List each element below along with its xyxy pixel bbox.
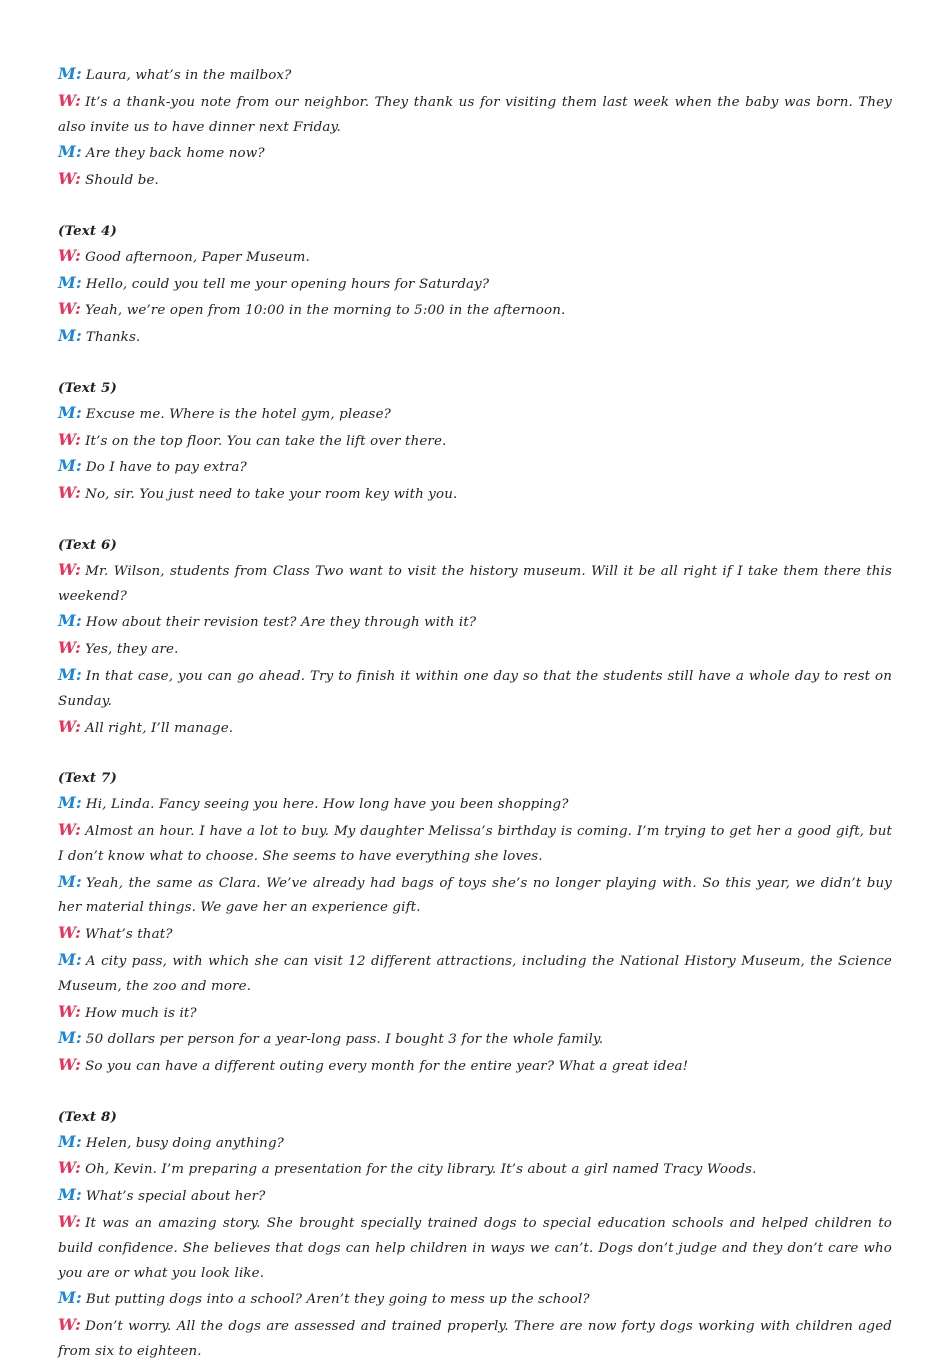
dialogue-text: So you can have a different outing every month for the entire year? What a great idea! [85,1059,689,1075]
dialogue-text: Almost an hour. I have a lot to buy. My daughter Melissa’s birthday is coming. I’m trying to get her a good gift, but I don’t know what to choose. She seems to have everything she loves. [58,823,892,864]
dialogue-line [58,454,892,481]
speaker-label: W: [58,245,82,265]
dialogue-text: Don’t worry. All the dogs are assessed and trained properly. There are now forty dogs working with children aged from six to eighteen. [58,1319,892,1360]
dialogue-line [58,428,892,455]
dialogue-section [58,376,892,508]
section-heading: (Text 5) [58,379,117,396]
speaker-label: W: [58,1055,82,1075]
dialogue-text: Yeah, the same as Clara. We’ve already had bags of toys she’s no longer playing with. So this year, we didn’t buy her material things. We gave her an experience gift. [58,875,892,916]
speaker-label: W: [58,716,82,736]
dialogue-line [58,1286,892,1313]
dialogue-text: 50 dollars per person for a year-long pass. I bought 3 for the whole family. [85,1032,604,1048]
dialogue-line [58,324,892,351]
speaker-label: M: [58,402,82,422]
dialogue-line [58,62,892,89]
dialogue-line [58,1053,892,1080]
dialogue-text: Mr. Wilson, students from Class Two want to visit the history museum. Will it be all right if I take them there this weekend? [58,563,892,604]
dialogue-section [58,766,892,1080]
dialogue-text: What’s special about her? [85,1189,266,1205]
section-heading: (Text 7) [58,770,117,787]
speaker-label: M: [58,1131,82,1151]
dialogue-text: No, sir. You just need to take your room key with you. [85,487,458,503]
dialogue-line [58,558,892,610]
dialogue-text: All right, I’ll manage. [85,720,234,736]
dialogue-line [58,948,892,1000]
dialogue-text: How much is it? [85,1005,197,1021]
dialogue-section [58,1105,892,1365]
speaker-label: W: [58,638,82,658]
speaker-label: M: [58,949,82,969]
dialogue-line [58,89,892,141]
dialogue-line [58,921,892,948]
dialogue-line [58,167,892,194]
section-heading: (Text 8) [58,1108,117,1125]
dialogue-text: But putting dogs into a school? Aren’t they going to mess up the school? [85,1292,590,1308]
speaker-label: W: [58,429,82,449]
dialogue-text: Are they back home now? [85,146,265,162]
dialogue-text: Good afternoon, Paper Museum. [85,249,310,265]
dialogue-text: In that case, you can go ahead. Try to finish it within one day so that the students still have a whole day to rest on Sunday. [58,668,892,709]
dialogue-section [58,533,892,741]
dialogue-text: Hello, could you tell me your opening hours for Saturday? [85,276,490,292]
dialogue-text: Laura, what’s in the mailbox? [85,68,292,83]
speaker-label: M: [58,1185,82,1205]
section-heading: (Text 6) [58,536,117,553]
speaker-label: M: [58,611,82,631]
dialogue-text: Excuse me. Where is the hotel gym, please? [85,406,391,422]
speaker-label: M: [58,1028,82,1048]
speaker-label: W: [58,559,82,579]
speaker-label: M: [58,326,82,346]
speaker-label: W: [58,169,82,189]
dialogue-line [58,609,892,636]
dialogue-line [58,870,892,922]
section-heading: (Text 4) [58,222,117,239]
dialogue-line [58,1313,892,1365]
dialogue-line [58,1183,892,1210]
dialogue-line [58,1130,892,1157]
dialogue-line [58,715,892,742]
dialogue-text: It’s a thank-you note from our neighbor. They thank us for visiting them last week when the baby was born. They also invite us to have dinner next Friday. [58,94,892,135]
dialogue-text: Oh, Kevin. I’m preparing a presentation for the city library. It’s about a girl named Tracy Woods. [85,1162,757,1178]
speaker-label: M: [58,793,82,813]
dialogue-line [58,244,892,271]
dialogue-text: What’s that? [85,927,173,943]
dialogue-text: Yes, they are. [85,642,179,658]
dialogue-line [58,481,892,508]
dialogue-text: Helen, busy doing anything? [85,1135,285,1151]
speaker-label: M: [58,664,82,684]
dialogue-line [58,1000,892,1027]
dialogue-line [58,297,892,324]
dialogue-line [58,1156,892,1183]
speaker-label: M: [58,64,82,83]
dialogue-section [58,62,892,194]
dialogue-text: It was an amazing story. She brought specially trained dogs to special education schools and helped children to build confidence. She believes that dogs can help children in ways we can’t. Dogs don’t judge and they don’t care who you are or what you look like. [58,1216,892,1281]
speaker-label: W: [58,90,82,110]
dialogue-line [58,401,892,428]
dialogue-line [58,1026,892,1053]
dialogue-text: A city pass, with which she can visit 12 different attractions, including the National History Museum, the Science Museum, the zoo and more. [58,953,892,994]
dialogue-text: How about their revision test? Are they through with it? [85,615,477,631]
speaker-label: W: [58,923,82,943]
speaker-label: M: [58,142,82,162]
dialogue-text: Thanks. [85,330,141,346]
dialogue-text: Hi, Linda. Fancy seeing you here. How long have you been shopping? [85,797,569,813]
dialogue-line [58,663,892,715]
speaker-label: W: [58,1212,82,1232]
speaker-label: W: [58,1001,82,1021]
dialogue-line [58,1210,892,1286]
dialogue-text: It’s on the top floor. You can take the lift over there. [85,433,447,449]
dialogue-line [58,791,892,818]
dialogue-text: Do I have to pay extra? [85,460,247,476]
dialogue-text: Yeah, we’re open from 10:00 in the morning to 5:00 in the afternoon. [85,303,566,319]
speaker-label: W: [58,1158,82,1178]
speaker-label: W: [58,483,82,503]
dialogue-line [58,818,892,870]
dialogue-section [58,219,892,351]
speaker-label: W: [58,299,82,319]
speaker-label: M: [58,1288,82,1308]
speaker-label: M: [58,272,82,292]
speaker-label: M: [58,456,82,476]
speaker-label: W: [58,1315,82,1335]
dialogue-line [58,271,892,298]
dialogue-line [58,636,892,663]
speaker-label: W: [58,819,82,839]
dialogue-text: Should be. [85,173,159,189]
transcript-document [58,62,892,1365]
dialogue-line [58,140,892,167]
speaker-label: M: [58,871,82,891]
